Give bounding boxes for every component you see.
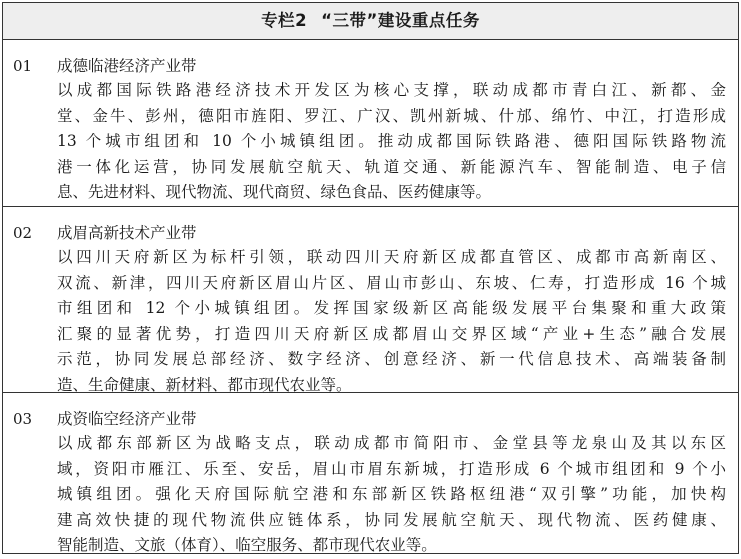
task-text-line: 市组团和 12 个小城镇组团。发挥国家级新区高能级发展平台集聚和重大政策 [57,299,726,317]
task-text-line: 城镇组团。强化天府国际航空港和东部新区铁路枢纽港“双引擎”功能，加快构 [57,485,726,503]
task-text-line: 港一体化运营，协同发展航空航天、轨道交通、新能源汽车、智能制造、电子信 [57,157,726,176]
task-text-line: 堂、金牛、彭州，德阳市旌阳、罗江、广汉、凯州新城、什邡、绵竹、中江，打造形成 [57,106,726,125]
task-title: 成眉高新技术产业带 [57,224,197,242]
task-row-03 [3,393,738,554]
task-content [57,221,726,398]
column-title: “三带”建设重点任务 [321,11,480,30]
task-text-line: 智能制造、文旅（体育）、临空服务、都市现代农业等。 [57,536,437,554]
task-row-01 [3,40,738,207]
task-text-line: 以四川天府新区为标杆引领，联动四川天府新区成都直管区、成都市高新南区、 [57,248,726,266]
task-text-line: 造、生命健康、新材料、都市现代农业等。 [57,375,352,394]
task-text-line: 域，资阳市雁江、乐至、安岳，眉山市眉东新城，打造形成 6 个城市组团和 9 个小 [57,459,726,478]
column-header [3,3,738,40]
task-text-line: 建高效快捷的现代物流供应链体系，协同发展航空航天、现代物流、医药健康、 [57,510,726,529]
task-number: 01 [13,57,33,75]
task-number: 02 [13,224,33,242]
column-label: 专栏2 [261,11,308,30]
task-text-line: 双流、新津，四川天府新区眉山片区、眉山市彭山、东坡、仁寿，打造形成 16 个城 [57,273,726,292]
task-text-line: 13 个城市组团和 10 个小城镇组团。推动成都国际铁路港、德阳国际铁路物流 [57,132,726,150]
task-title: 成德临港经济产业带 [57,57,197,75]
task-column-panel [2,2,739,554]
task-content [57,407,726,559]
task-title: 成资临空经济产业带 [57,410,197,428]
task-text-line: 示范，协同发展总部经济、数字经济、创意经济、新一代信息技术、高端装备制 [57,350,726,368]
task-text-line: 以成都东部新区为战略支点，联动成都市简阳市、金堂县等龙泉山及其以东区 [57,434,726,452]
task-number: 03 [13,410,33,428]
task-content [57,54,726,206]
task-text-line: 汇聚的显著优势，打造四川天府新区成都眉山交界区域“产业+生态”融合发展 [57,324,726,343]
task-text-line: 息、先进材料、现代物流、现代商贸、绿色食品、医药健康等。 [57,183,492,201]
task-row-02 [3,207,738,393]
task-text-line: 以成都国际铁路港经济技术开发区为核心支撑，联动成都市青白江、新都、金 [57,81,726,99]
